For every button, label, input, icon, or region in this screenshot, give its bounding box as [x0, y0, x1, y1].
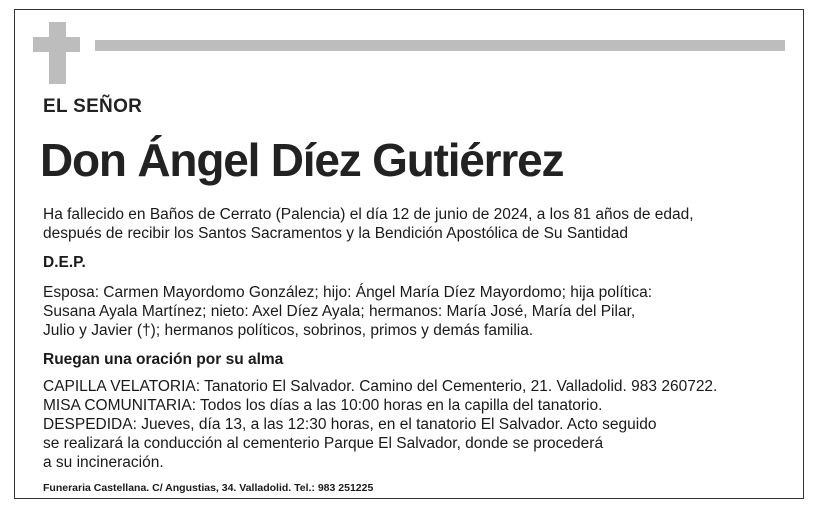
deceased-name: Don Ángel Díez Gutiérrez: [40, 134, 564, 186]
title-prefix: EL SEÑOR: [43, 96, 143, 117]
cross-icon: [49, 22, 66, 84]
details-line-5: a su incineración.: [43, 454, 164, 471]
family-line-1: Esposa: Carmen Mayordomo González; hijo: Ángel María Díez Mayordomo; hija política:: [43, 284, 653, 301]
details-line-1: CAPILLA VELATORIA: Tanatorio El Salvador. Camino del Cementerio, 21. Valladolid. 983 260722.: [43, 378, 718, 395]
cross-icon-bar: [33, 37, 80, 52]
intro-line-1: Ha fallecido en Baños de Cerrato (Palencia) el día 12 de junio de 2024, a los 81 años de edad,: [43, 206, 694, 223]
family-line-2: Susana Ayala Martínez; nieto: Axel Díez Ayala; hermanos: María José, María del Pilar,: [43, 303, 636, 320]
intro-line-2: después de recibir los Santos Sacramentos y la Bendición Apostólica de Su Santidad: [43, 225, 629, 242]
details-line-3: DESPEDIDA: Jueves, día 13, a las 12:30 horas, en el tanatorio El Salvador. Acto seguido: [43, 416, 657, 433]
details-line-2: MISA COMUNITARIA: Todos los días a las 10:00 horas en la capilla del tanatorio.: [43, 397, 603, 414]
family-line-3: Julio y Javier (†); hermanos políticos, sobrinos, primos y demás familia.: [43, 322, 534, 339]
details-line-4: se realizará la conducción al cementerio Parque El Salvador, donde se procederá: [43, 435, 604, 452]
dep-label: D.E.P.: [43, 254, 86, 271]
funeral-home-footer: Funeraria Castellana. C/ Angustias, 34. Valladolid. Tel.: 983 251225: [43, 482, 374, 494]
header-rule: [95, 40, 785, 51]
prayer-line: Ruegan una oración por su alma: [43, 351, 284, 368]
